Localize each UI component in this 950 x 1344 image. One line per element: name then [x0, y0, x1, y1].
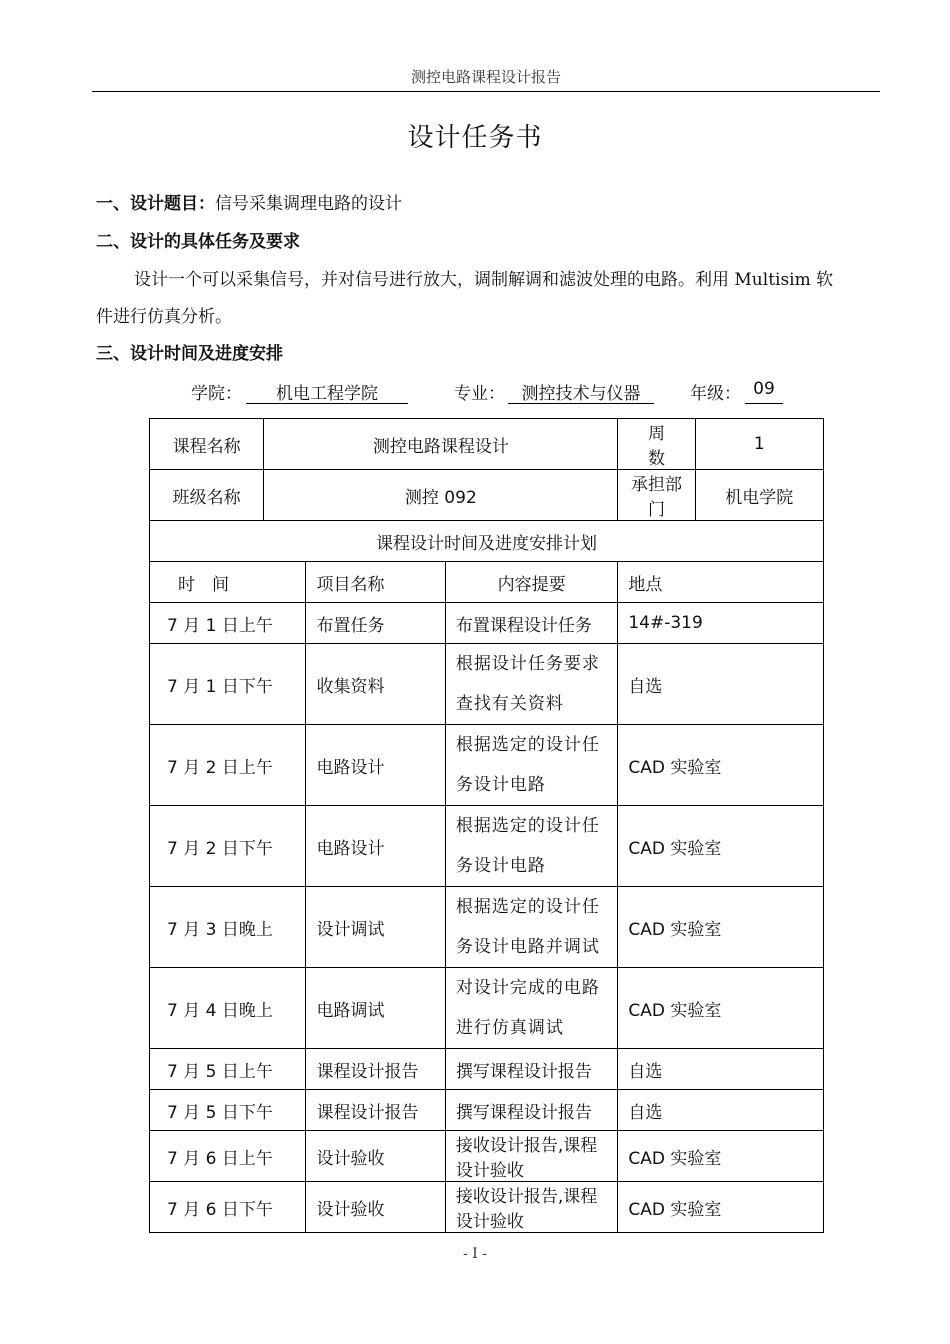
header-place: 地点 [618, 562, 824, 603]
header-time: 时 间 [150, 562, 306, 603]
row-content: 根据设计任务要求查找有关资料 [445, 644, 618, 725]
page-title: 设计任务书 [407, 123, 543, 153]
row-place: CAD 实验室 [618, 887, 824, 968]
grade-label: 年级： [690, 384, 741, 404]
section-schedule-heading [96, 339, 283, 364]
grade-value: 09 [745, 379, 783, 404]
row-time: 7 月 6 日上午 [150, 1131, 306, 1182]
row-place: CAD 实验室 [618, 1131, 824, 1182]
table-row [150, 968, 824, 1049]
row-item: 课程设计报告 [306, 1049, 445, 1090]
row-content: 对设计完成的电路进行仿真调试 [445, 968, 618, 1049]
table-row [150, 644, 824, 725]
row-item: 电路设计 [306, 725, 445, 806]
weeks-label: 周 数 [618, 419, 695, 470]
schedule-table [149, 418, 824, 1233]
row-place: 自选 [618, 1090, 824, 1131]
section-schedule-label: 三、设计时间及进度安排 [96, 344, 283, 364]
table-row [150, 1131, 824, 1182]
class-name-value: 测控 092 [264, 470, 618, 521]
row-content: 布置课程设计任务 [445, 603, 618, 644]
row-time: 7 月 3 日晚上 [150, 887, 306, 968]
dept-label: 承担部门 [618, 470, 695, 521]
course-name-label: 课程名称 [150, 419, 264, 470]
college-value: 机电工程学院 [246, 379, 408, 404]
row-item: 电路调试 [306, 968, 445, 1049]
row-item: 设计验收 [306, 1131, 445, 1182]
section-topic-value: 信号采集调理电路的设计 [215, 194, 402, 214]
row-content: 撰写课程设计报告 [445, 1090, 618, 1131]
row-time: 7 月 2 日上午 [150, 725, 306, 806]
plan-title: 课程设计时间及进度安排计划 [150, 521, 824, 562]
major-label: 专业： [454, 384, 505, 404]
row-content: 根据选定的设计任务设计电路 [445, 725, 618, 806]
plan-title-row [150, 521, 824, 562]
row-time: 7 月 1 日上午 [150, 603, 306, 644]
row-item: 设计验收 [306, 1182, 445, 1233]
row-item: 设计调试 [306, 887, 445, 968]
row-time: 7 月 1 日下午 [150, 644, 306, 725]
row-time: 7 月 2 日下午 [150, 806, 306, 887]
table-row [150, 806, 824, 887]
table-row [150, 1182, 824, 1233]
course-name-value: 测控电路课程设计 [264, 419, 618, 470]
table-row [150, 725, 824, 806]
row-place: CAD 实验室 [618, 806, 824, 887]
header-rule [92, 91, 880, 92]
header-content: 内容提要 [445, 562, 618, 603]
tasks-paragraph-line1: 设计一个可以采集信号，并对信号进行放大，调制解调和滤波处理的电路。利用 Multisim 软 [134, 270, 834, 290]
course-row [150, 419, 824, 470]
row-item: 课程设计报告 [306, 1090, 445, 1131]
row-place: CAD 实验室 [618, 968, 824, 1049]
section-tasks-label: 二、设计的具体任务及要求 [96, 232, 300, 252]
row-content: 根据选定的设计任务设计电路并调试 [445, 887, 618, 968]
header-item: 项目名称 [306, 562, 445, 603]
weeks-value: 1 [695, 419, 823, 470]
row-time: 7 月 5 日上午 [150, 1049, 306, 1090]
row-place: 14#-319 [618, 603, 824, 644]
section-tasks-heading [96, 227, 300, 252]
table-row [150, 887, 824, 968]
row-content: 根据选定的设计任务设计电路 [445, 806, 618, 887]
row-place: 自选 [618, 644, 824, 725]
section-topic [96, 189, 402, 214]
row-place: CAD 实验室 [618, 1182, 824, 1233]
row-time: 7 月 4 日晚上 [150, 968, 306, 1049]
row-place: CAD 实验室 [618, 725, 824, 806]
row-item: 收集资料 [306, 644, 445, 725]
row-place: 自选 [618, 1049, 824, 1090]
row-item: 电路设计 [306, 806, 445, 887]
class-name-label: 班级名称 [150, 470, 264, 521]
table-row [150, 1049, 824, 1090]
row-item: 布置任务 [306, 603, 445, 644]
major-value: 测控技术与仪器 [508, 379, 654, 404]
row-time: 7 月 6 日下午 [150, 1182, 306, 1233]
tasks-paragraph-line2: 件进行仿真分析。 [96, 307, 232, 327]
running-header: 测控电路课程设计报告 [410, 68, 561, 86]
page-number: - I - [463, 1246, 487, 1262]
college-label: 学院： [191, 384, 242, 404]
table-row [150, 1090, 824, 1131]
row-content: 接收设计报告,课程设计验收 [445, 1182, 618, 1233]
section-topic-label: 一、设计题目： [96, 194, 215, 214]
row-content: 接收设计报告,课程设计验收 [445, 1131, 618, 1182]
class-row [150, 470, 824, 521]
row-time: 7 月 5 日下午 [150, 1090, 306, 1131]
dept-value: 机电学院 [695, 470, 823, 521]
table-row [150, 603, 824, 644]
row-content: 撰写课程设计报告 [445, 1049, 618, 1090]
table-header-row [150, 562, 824, 603]
